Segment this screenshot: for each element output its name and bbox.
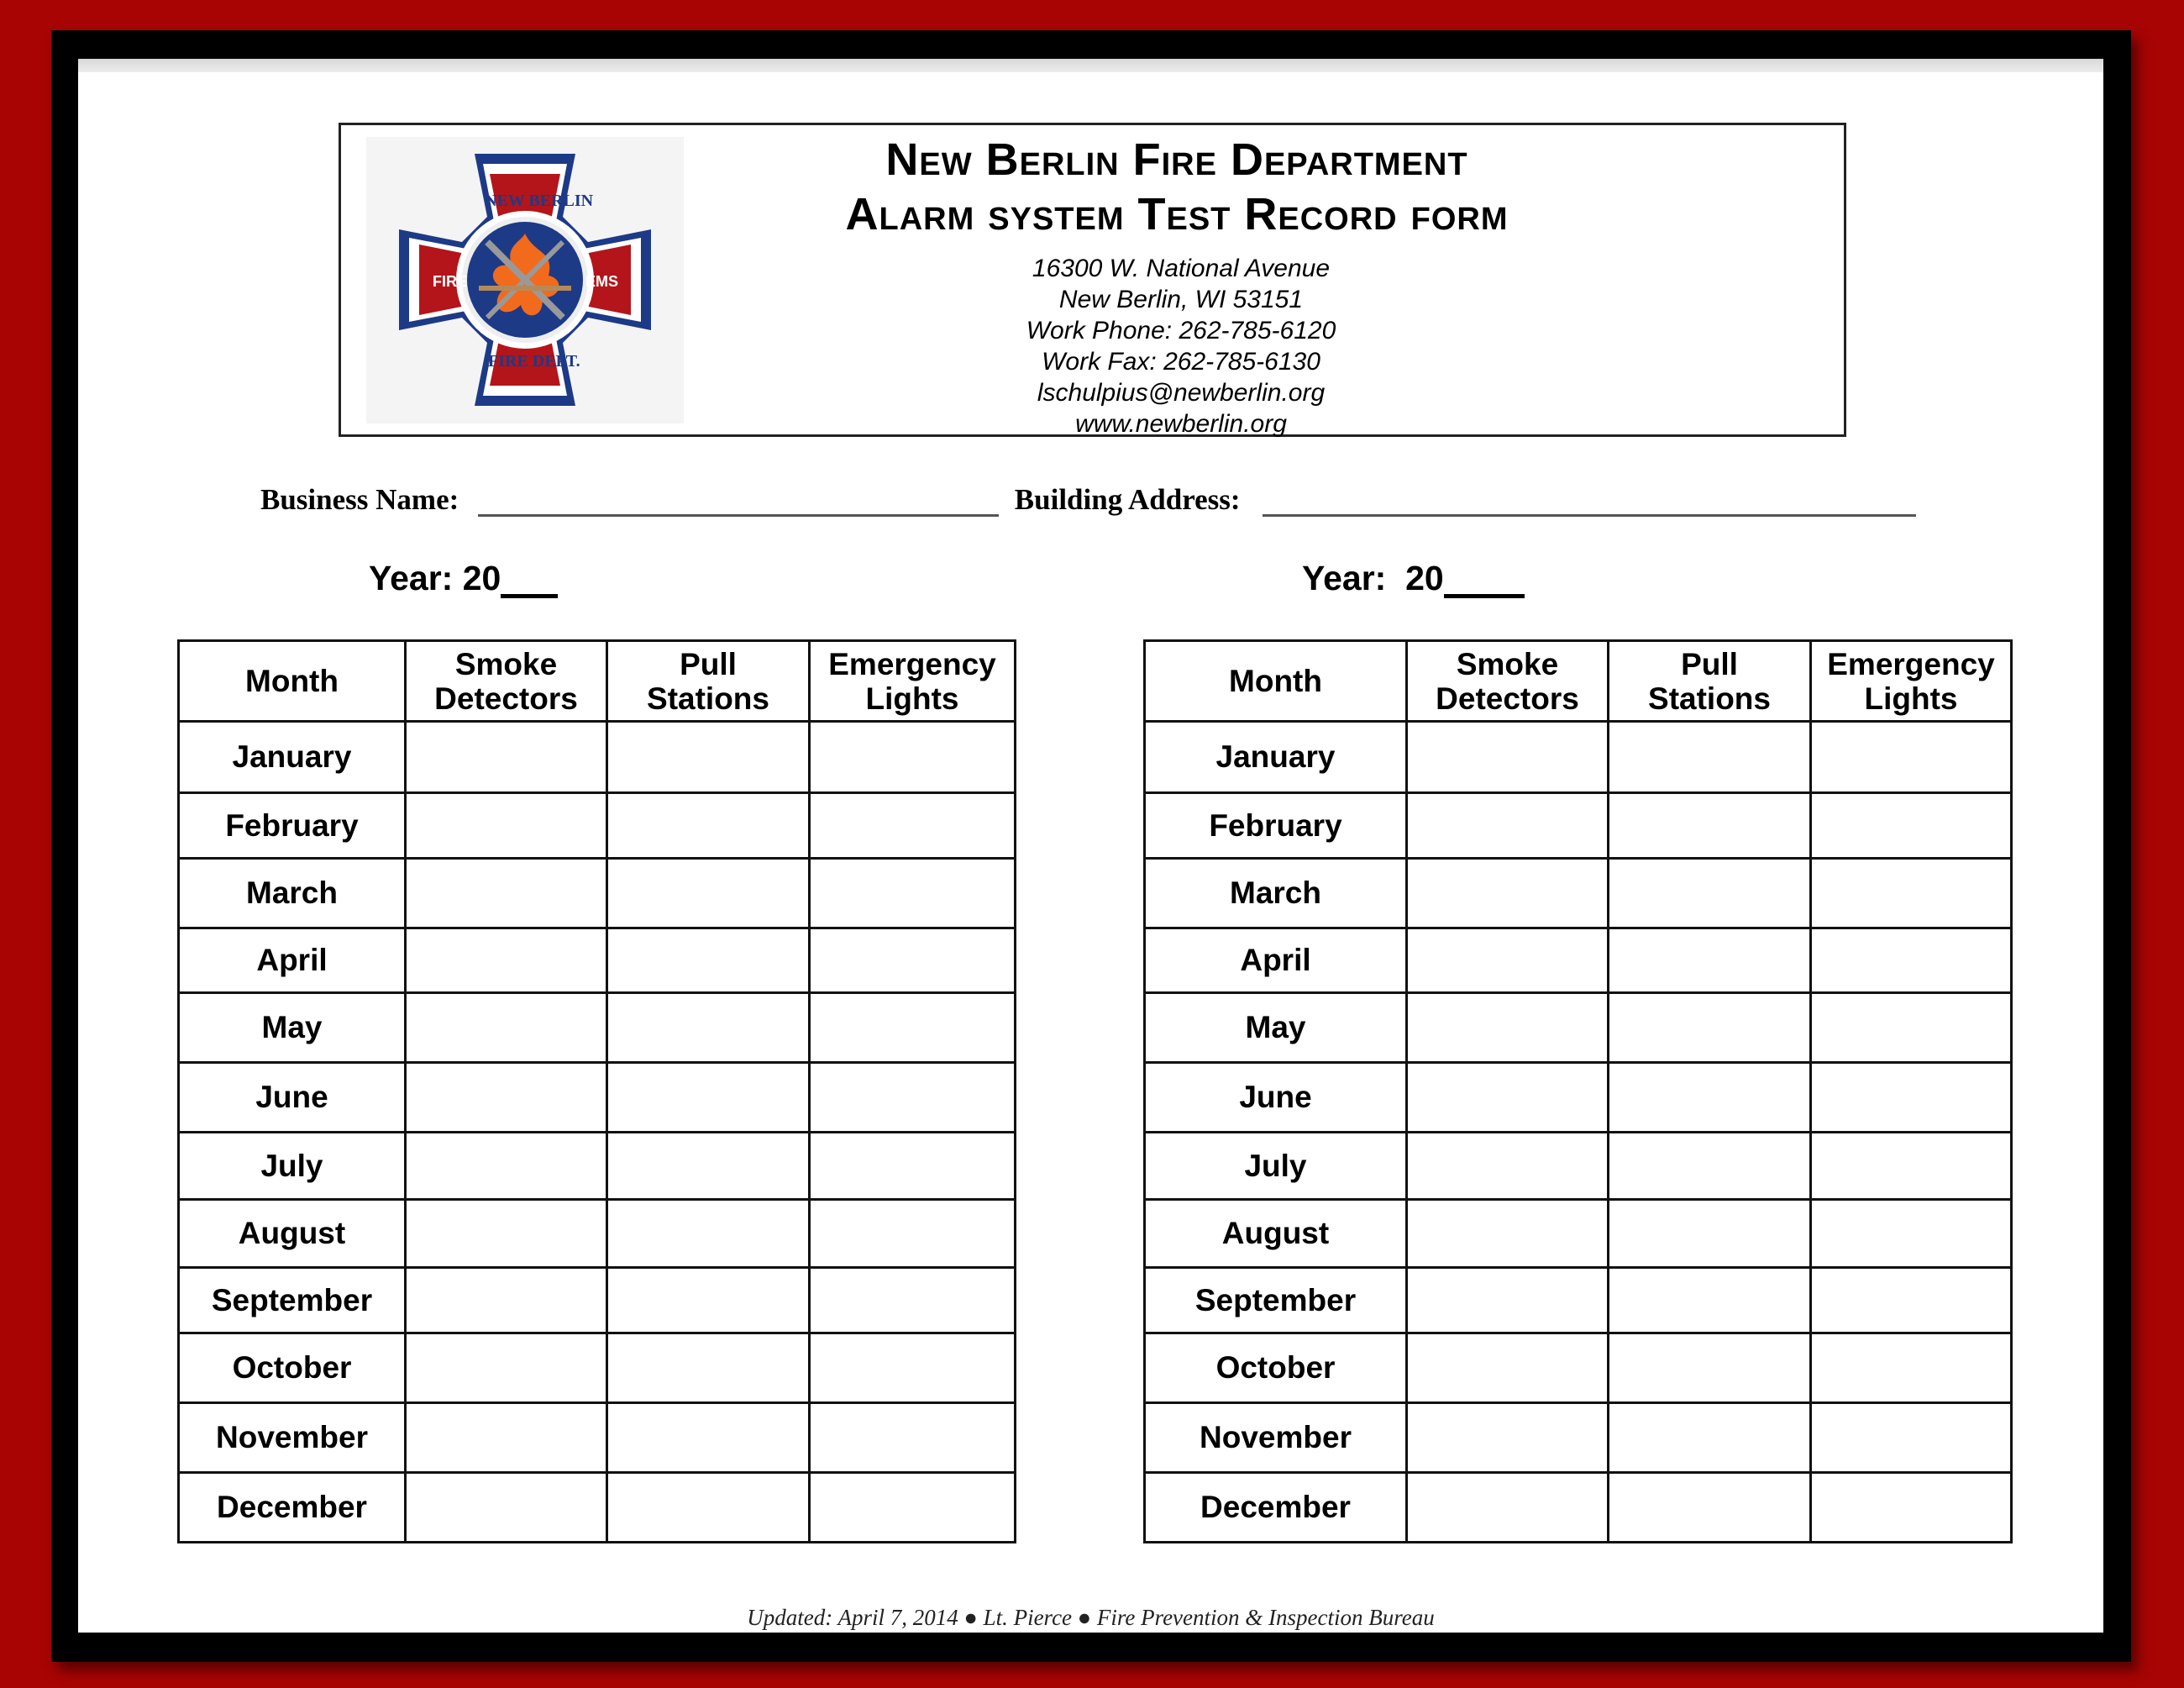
column-header-text: Month xyxy=(245,664,339,698)
emergency-lights-cell[interactable] xyxy=(1811,1333,2012,1403)
smoke-detectors-cell[interactable] xyxy=(1407,1473,1609,1543)
emergency-lights-cell[interactable] xyxy=(1811,1133,2012,1200)
table-row xyxy=(1145,1200,2012,1268)
month-cell: August xyxy=(1145,1200,1407,1268)
month-cell: October xyxy=(179,1333,406,1403)
table-row xyxy=(179,928,1016,993)
emergency-lights-cell[interactable] xyxy=(810,1473,1016,1543)
pull-stations-cell[interactable] xyxy=(607,1268,810,1333)
column-header xyxy=(607,641,810,722)
page-top-bar xyxy=(78,59,2103,72)
work-fax: Work Fax: 262-785-6130 xyxy=(1042,348,1320,376)
emergency-lights-cell[interactable] xyxy=(810,859,1016,928)
emergency-lights-cell[interactable] xyxy=(810,1133,1016,1200)
pull-stations-cell[interactable] xyxy=(607,1063,810,1133)
pull-stations-cell[interactable] xyxy=(1609,1473,1811,1543)
smoke-detectors-cell[interactable] xyxy=(1407,1268,1609,1333)
table-row xyxy=(1145,722,2012,793)
column-header xyxy=(1811,641,2012,722)
year-field[interactable] xyxy=(501,565,558,598)
smoke-detectors-cell[interactable] xyxy=(1407,1403,1609,1473)
month-cell: November xyxy=(179,1403,406,1473)
pull-stations-cell[interactable] xyxy=(1609,993,1811,1063)
pull-stations-cell[interactable] xyxy=(607,928,810,993)
pull-stations-cell[interactable] xyxy=(607,1200,810,1268)
smoke-detectors-cell[interactable] xyxy=(406,928,607,993)
table-row xyxy=(179,1063,1016,1133)
month-cell: April xyxy=(179,928,406,993)
month-cell: July xyxy=(179,1133,406,1200)
work-phone: Work Phone: 262-785-6120 xyxy=(1026,317,1336,344)
month-cell: February xyxy=(1145,793,1407,859)
column-header-text: Month xyxy=(1229,664,1322,698)
pull-stations-cell[interactable] xyxy=(1609,1268,1811,1333)
fire-department-logo xyxy=(366,137,684,423)
table-row xyxy=(179,722,1016,793)
smoke-detectors-cell[interactable] xyxy=(406,1063,607,1133)
emergency-lights-cell[interactable] xyxy=(810,793,1016,859)
emergency-lights-cell[interactable] xyxy=(810,1063,1016,1133)
header-box xyxy=(339,123,1846,437)
pull-stations-cell[interactable] xyxy=(607,1133,810,1200)
table-row xyxy=(1145,993,2012,1063)
year-label: Year: 20 xyxy=(369,559,501,597)
emergency-lights-cell[interactable] xyxy=(810,722,1016,793)
month-cell: June xyxy=(1145,1063,1407,1133)
year-field[interactable] xyxy=(1444,565,1525,598)
month-cell: November xyxy=(1145,1403,1407,1473)
business-name-field[interactable] xyxy=(478,489,999,517)
table-row xyxy=(179,1268,1016,1333)
table-row xyxy=(1145,1063,2012,1133)
test-record-table-left xyxy=(177,639,1016,1543)
emergency-lights-cell[interactable] xyxy=(1811,928,2012,993)
table-row xyxy=(1145,1133,2012,1200)
month-cell: December xyxy=(1145,1473,1407,1543)
column-header xyxy=(810,641,1016,722)
pull-stations-cell[interactable] xyxy=(1609,859,1811,928)
pull-stations-cell[interactable] xyxy=(607,859,810,928)
emergency-lights-cell[interactable] xyxy=(1811,1200,2012,1268)
month-cell: February xyxy=(179,793,406,859)
smoke-detectors-cell[interactable] xyxy=(406,1403,607,1473)
table-header-row xyxy=(179,641,1016,722)
month-cell: October xyxy=(1145,1333,1407,1403)
table-row xyxy=(179,793,1016,859)
smoke-detectors-cell[interactable] xyxy=(406,722,607,793)
business-name-label: Business Name: xyxy=(260,483,459,516)
smoke-detectors-cell[interactable] xyxy=(1407,1063,1609,1133)
pull-stations-cell[interactable] xyxy=(1609,793,1811,859)
building-address-field[interactable] xyxy=(1263,489,1916,517)
smoke-detectors-cell[interactable] xyxy=(406,993,607,1063)
building-address-label: Building Address: xyxy=(1014,483,1241,516)
column-header xyxy=(179,641,406,722)
month-cell: September xyxy=(1145,1268,1407,1333)
smoke-detectors-cell[interactable] xyxy=(1407,993,1609,1063)
pull-stations-cell[interactable] xyxy=(1609,1403,1811,1473)
smoke-detectors-cell[interactable] xyxy=(1407,928,1609,993)
column-header-text: Smoke xyxy=(454,646,558,681)
smoke-detectors-cell[interactable] xyxy=(1407,1133,1609,1200)
table-row xyxy=(1145,793,2012,859)
month-cell: May xyxy=(179,993,406,1063)
column-header-text: Stations xyxy=(647,681,769,716)
table-header-row xyxy=(1145,641,2012,722)
pull-stations-cell[interactable] xyxy=(1609,1133,1811,1200)
website-link[interactable]: www.newberlin.org xyxy=(1075,410,1287,438)
table-row xyxy=(179,1333,1016,1403)
smoke-detectors-cell[interactable] xyxy=(406,1473,607,1543)
emergency-lights-cell[interactable] xyxy=(1811,793,2012,859)
table-row xyxy=(1145,1268,2012,1333)
pull-stations-cell[interactable] xyxy=(607,793,810,859)
column-header-text: Detectors xyxy=(1436,681,1579,716)
column-header-text: Lights xyxy=(865,681,959,716)
emergency-lights-cell[interactable] xyxy=(810,993,1016,1063)
column-header-text: Smoke xyxy=(1456,646,1559,681)
emergency-lights-cell[interactable] xyxy=(1811,859,2012,928)
pull-stations-cell[interactable] xyxy=(1609,1063,1811,1133)
month-cell: March xyxy=(1145,859,1407,928)
document-page xyxy=(78,59,2103,1633)
column-header xyxy=(406,641,607,722)
email-link[interactable]: lschulpius@newberlin.org xyxy=(1037,379,1326,407)
emergency-lights-cell[interactable] xyxy=(1811,993,2012,1063)
table-row xyxy=(179,859,1016,928)
table-row xyxy=(179,1473,1016,1543)
column-header-text: Emergency xyxy=(828,646,996,681)
pull-stations-cell[interactable] xyxy=(1609,722,1811,793)
pull-stations-cell[interactable] xyxy=(1609,928,1811,993)
pull-stations-cell[interactable] xyxy=(607,1403,810,1473)
pull-stations-cell[interactable] xyxy=(607,1333,810,1403)
pull-stations-cell[interactable] xyxy=(1609,1200,1811,1268)
contact-info xyxy=(803,253,1559,439)
table-row xyxy=(1145,1333,2012,1403)
table-row xyxy=(1145,859,2012,928)
month-cell: January xyxy=(179,722,406,793)
year-label: Year: 20 xyxy=(1302,559,1444,597)
title-line-1: New Berlin Fire Department xyxy=(885,134,1468,185)
svg-text:NEW BERLIN: NEW BERLIN xyxy=(485,192,594,210)
emergency-lights-cell[interactable] xyxy=(1811,1403,2012,1473)
month-cell: January xyxy=(1145,722,1407,793)
emergency-lights-cell[interactable] xyxy=(1811,1268,2012,1333)
emergency-lights-cell[interactable] xyxy=(810,928,1016,993)
smoke-detectors-cell[interactable] xyxy=(406,859,607,928)
address-street: 16300 W. National Avenue xyxy=(1032,255,1331,282)
month-cell: March xyxy=(179,859,406,928)
emergency-lights-cell[interactable] xyxy=(810,1333,1016,1403)
month-cell: April xyxy=(1145,928,1407,993)
smoke-detectors-cell[interactable] xyxy=(1407,793,1609,859)
emergency-lights-cell[interactable] xyxy=(1811,1063,2012,1133)
month-cell: June xyxy=(179,1063,406,1133)
month-cell: September xyxy=(179,1268,406,1333)
month-cell: May xyxy=(1145,993,1407,1063)
year-right xyxy=(1302,559,1525,598)
emergency-lights-cell[interactable] xyxy=(810,1268,1016,1333)
smoke-detectors-cell[interactable] xyxy=(406,1268,607,1333)
smoke-detectors-cell[interactable] xyxy=(406,1133,607,1200)
title-line-2: Alarm system Test Record form xyxy=(845,189,1509,239)
emergency-lights-cell[interactable] xyxy=(1811,1473,2012,1543)
column-header xyxy=(1609,641,1811,722)
table-row xyxy=(179,1133,1016,1200)
svg-text:FIRE: FIRE xyxy=(433,273,468,290)
pull-stations-cell[interactable] xyxy=(607,993,810,1063)
pull-stations-cell[interactable] xyxy=(607,722,810,793)
column-header-text: Pull xyxy=(680,646,737,681)
table-row xyxy=(1145,1403,2012,1473)
footer-note: Updated: April 7, 2014 ● Lt. Pierce ● Fire Prevention & Inspection Bureau xyxy=(747,1605,1435,1630)
emergency-lights-cell[interactable] xyxy=(1811,722,2012,793)
svg-text:FIRE DEPT.: FIRE DEPT. xyxy=(488,352,580,371)
smoke-detectors-cell[interactable] xyxy=(1407,722,1609,793)
test-record-table-right xyxy=(1143,639,2013,1543)
smoke-detectors-cell[interactable] xyxy=(1407,1333,1609,1403)
column-header xyxy=(1407,641,1609,722)
maltese-cross-icon xyxy=(366,137,684,423)
smoke-detectors-cell[interactable] xyxy=(406,1200,607,1268)
table-row xyxy=(179,1200,1016,1268)
table-row xyxy=(179,993,1016,1063)
address-city: New Berlin, WI 53151 xyxy=(1058,286,1304,313)
pull-stations-cell[interactable] xyxy=(1609,1333,1811,1403)
business-info-row xyxy=(260,483,1916,517)
emergency-lights-cell[interactable] xyxy=(810,1200,1016,1268)
table-row xyxy=(179,1403,1016,1473)
smoke-detectors-cell[interactable] xyxy=(1407,1200,1609,1268)
year-left xyxy=(369,559,558,598)
column-header-text: Stations xyxy=(1648,681,1771,716)
month-cell: July xyxy=(1145,1133,1407,1200)
smoke-detectors-cell[interactable] xyxy=(406,793,607,859)
svg-text:EMS: EMS xyxy=(585,273,619,290)
column-header-text: Pull xyxy=(1681,646,1738,681)
month-cell: December xyxy=(179,1473,406,1543)
smoke-detectors-cell[interactable] xyxy=(1407,859,1609,928)
table-row xyxy=(1145,928,2012,993)
column-header xyxy=(1145,641,1407,722)
column-header-text: Lights xyxy=(1864,681,1958,716)
column-header-text: Emergency xyxy=(1827,646,1995,681)
pull-stations-cell[interactable] xyxy=(607,1473,810,1543)
column-header-text: Detectors xyxy=(434,681,578,716)
smoke-detectors-cell[interactable] xyxy=(406,1333,607,1403)
table-row xyxy=(1145,1473,2012,1543)
month-cell: August xyxy=(179,1200,406,1268)
emergency-lights-cell[interactable] xyxy=(810,1403,1016,1473)
